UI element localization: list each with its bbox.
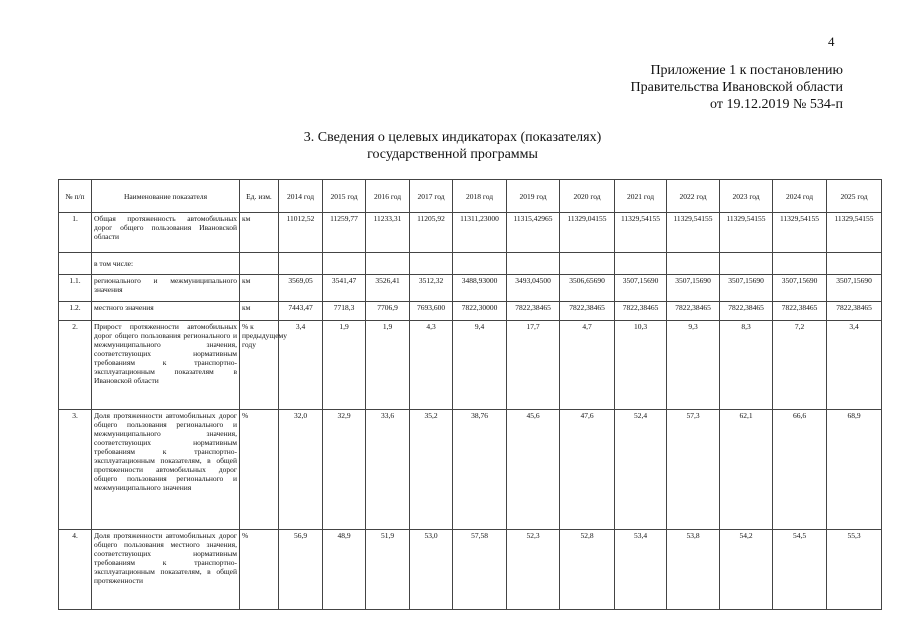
value-cell: 11205,92 (410, 213, 453, 253)
unit-cell: км (240, 302, 279, 321)
section-heading-line-2: государственной программы (367, 147, 538, 162)
row-number: 1.1. (59, 275, 92, 302)
header-cell: 2014 год (279, 180, 323, 213)
appendix-line-2: Правительства Ивановской области (630, 80, 843, 95)
value-cell: 51,9 (366, 530, 410, 610)
value-cell (410, 253, 453, 275)
table-row (59, 213, 882, 253)
header-cell: 2024 год (773, 180, 827, 213)
unit-cell: % к предыдущему году (240, 321, 279, 410)
unit-cell: % (240, 410, 279, 530)
indicator-name: Общая протяженность автомобильных дорог общего пользования Ивановской области (92, 213, 240, 253)
indicator-name: местного значения (92, 302, 240, 321)
value-cell: 3507,15690 (615, 275, 667, 302)
unit-cell (240, 253, 279, 275)
value-cell (279, 253, 323, 275)
row-number: 4. (59, 530, 92, 610)
value-cell: 3,4 (827, 321, 882, 410)
value-cell: 11259,77 (323, 213, 366, 253)
header-cell: 2023 год (720, 180, 773, 213)
table-row (59, 530, 882, 610)
value-cell: 7822,38465 (827, 302, 882, 321)
table-row (59, 253, 882, 275)
header-cell: 2017 год (410, 180, 453, 213)
page-number: 4 (828, 34, 835, 49)
value-cell (560, 253, 615, 275)
value-cell: 11315,42965 (507, 213, 560, 253)
value-cell: 32,0 (279, 410, 323, 530)
value-cell (827, 253, 882, 275)
value-cell: 3488,93000 (453, 275, 507, 302)
value-cell: 53,0 (410, 530, 453, 610)
appendix-line-3: от 19.12.2019 № 534-п (710, 97, 843, 112)
value-cell: 11329,54155 (773, 213, 827, 253)
value-cell (453, 253, 507, 275)
table-row (59, 275, 882, 302)
value-cell: 9,3 (667, 321, 720, 410)
value-cell: 7718,3 (323, 302, 366, 321)
value-cell (323, 253, 366, 275)
value-cell: 54,5 (773, 530, 827, 610)
table-row (59, 321, 882, 410)
value-cell (615, 253, 667, 275)
value-cell: 33,6 (366, 410, 410, 530)
value-cell: 11329,04155 (560, 213, 615, 253)
value-cell: 68,9 (827, 410, 882, 530)
value-cell: 1,9 (323, 321, 366, 410)
value-cell: 7822,38465 (720, 302, 773, 321)
header-cell: 2019 год (507, 180, 560, 213)
value-cell: 7822,30000 (453, 302, 507, 321)
value-cell: 47,6 (560, 410, 615, 530)
value-cell: 11311,23000 (453, 213, 507, 253)
header-cell: 2020 год (560, 180, 615, 213)
value-cell: 62,1 (720, 410, 773, 530)
value-cell: 11329,54155 (615, 213, 667, 253)
indicator-name: Доля протяженности автомобильных дорог общего пользования регионального и межмуниципального значения, соответствующих нормативным требованиям к транспортно-эксплуатационным показателям, в общей протяженности автомобильных дорог общего пользования регионального и межмуниципального значения (92, 410, 240, 530)
indicators-table (58, 179, 882, 610)
value-cell (667, 253, 720, 275)
unit-cell: км (240, 213, 279, 253)
section-heading (0, 129, 905, 163)
value-cell: 55,3 (827, 530, 882, 610)
header-cell: 2025 год (827, 180, 882, 213)
value-cell: 57,3 (667, 410, 720, 530)
appendix-line-1: Приложение 1 к постановлению (650, 63, 843, 78)
value-cell: 3512,32 (410, 275, 453, 302)
value-cell: 3493,04500 (507, 275, 560, 302)
value-cell: 66,6 (773, 410, 827, 530)
value-cell: 3507,15690 (773, 275, 827, 302)
value-cell: 3569,05 (279, 275, 323, 302)
value-cell: 7,2 (773, 321, 827, 410)
table-row (59, 302, 882, 321)
value-cell: 3541,47 (323, 275, 366, 302)
indicator-name: Доля протяженности автомобильных дорог общего пользования местного значения, соответствующих нормативным требованиям к транспортно-эксплуатационным показателям, в общей протяженности (92, 530, 240, 610)
value-cell: 8,3 (720, 321, 773, 410)
value-cell: 7822,38465 (615, 302, 667, 321)
value-cell: 11329,54155 (720, 213, 773, 253)
indicator-name: регионального и межмуниципального значения (92, 275, 240, 302)
table-row (59, 410, 882, 530)
value-cell: 57,58 (453, 530, 507, 610)
value-cell: 7822,38465 (773, 302, 827, 321)
value-cell: 35,2 (410, 410, 453, 530)
value-cell: 7443,47 (279, 302, 323, 321)
value-cell: 45,6 (507, 410, 560, 530)
value-cell: 54,2 (720, 530, 773, 610)
row-number: 1. (59, 213, 92, 253)
value-cell: 53,8 (667, 530, 720, 610)
header-cell: № п/п (59, 180, 92, 213)
value-cell: 3526,41 (366, 275, 410, 302)
header-cell: Ед. изм. (240, 180, 279, 213)
value-cell: 1,9 (366, 321, 410, 410)
value-cell: 3507,15690 (720, 275, 773, 302)
value-cell (773, 253, 827, 275)
value-cell: 7822,38465 (667, 302, 720, 321)
indicator-name: Прирост протяженности автомобильных дорог общего пользования регионального и межмуниципального значения, соответствующих нормативным требованиям к транспортно-эксплуатационным показателям в Ивановской области (92, 321, 240, 410)
header-cell: 2021 год (615, 180, 667, 213)
value-cell: 7706,9 (366, 302, 410, 321)
value-cell: 9,4 (453, 321, 507, 410)
value-cell: 10,3 (615, 321, 667, 410)
value-cell: 32,9 (323, 410, 366, 530)
row-number: 2. (59, 321, 92, 410)
value-cell: 11329,54155 (827, 213, 882, 253)
value-cell: 3507,15690 (667, 275, 720, 302)
value-cell: 52,4 (615, 410, 667, 530)
value-cell: 11012,52 (279, 213, 323, 253)
header-cell: 2016 год (366, 180, 410, 213)
value-cell: 4,3 (410, 321, 453, 410)
row-number (59, 253, 92, 275)
value-cell: 11233,31 (366, 213, 410, 253)
value-cell: 4,7 (560, 321, 615, 410)
value-cell: 7822,38465 (507, 302, 560, 321)
value-cell: 11329,54155 (667, 213, 720, 253)
value-cell: 3506,65690 (560, 275, 615, 302)
unit-cell: км (240, 275, 279, 302)
value-cell: 56,9 (279, 530, 323, 610)
section-heading-line-1: 3. Сведения о целевых индикаторах (показателях) (303, 130, 602, 145)
header-cell: 2015 год (323, 180, 366, 213)
value-cell: 38,76 (453, 410, 507, 530)
value-cell: 53,4 (615, 530, 667, 610)
value-cell: 52,3 (507, 530, 560, 610)
header-cell: Наименование показателя (92, 180, 240, 213)
header-cell: 2022 год (667, 180, 720, 213)
value-cell (720, 253, 773, 275)
row-number: 3. (59, 410, 92, 530)
table-header-row (59, 180, 882, 213)
value-cell (507, 253, 560, 275)
value-cell: 52,8 (560, 530, 615, 610)
value-cell: 3507,15690 (827, 275, 882, 302)
row-number: 1.2. (59, 302, 92, 321)
value-cell: 48,9 (323, 530, 366, 610)
appendix-note (631, 62, 843, 113)
value-cell (366, 253, 410, 275)
indicator-name: в том числе: (92, 253, 240, 275)
unit-cell: % (240, 530, 279, 610)
value-cell: 17,7 (507, 321, 560, 410)
header-cell: 2018 год (453, 180, 507, 213)
value-cell: 7822,38465 (560, 302, 615, 321)
value-cell: 3,4 (279, 321, 323, 410)
value-cell: 7693,600 (410, 302, 453, 321)
